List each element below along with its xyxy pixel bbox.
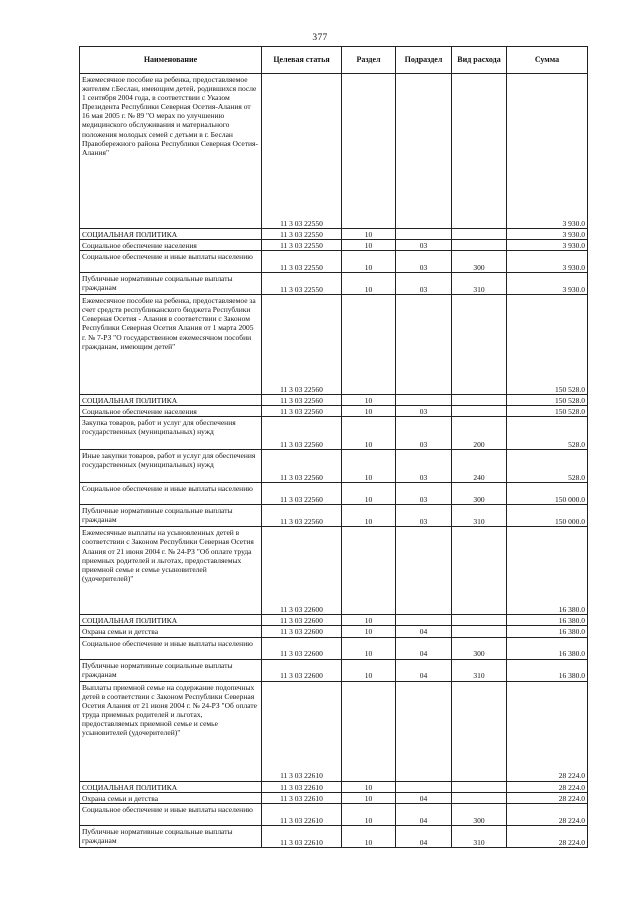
header-name: Наименование: [80, 47, 262, 74]
cell-subsection: [396, 74, 452, 229]
cell-name: Иные закупки товаров, работ и услуг для обеспечения государственных (муниципальных) нужд: [80, 450, 262, 483]
table-row: [80, 825, 588, 847]
table-row: [80, 626, 588, 637]
cell-target: 11 3 03 22610: [262, 803, 342, 825]
cell-target: 11 3 03 22550: [262, 229, 342, 240]
header-section: Раздел: [342, 47, 396, 74]
cell-name: Закупка товаров, работ и услуг для обеспечения государственных (муниципальных) нужд: [80, 417, 262, 450]
cell-amount: 16 380.0: [507, 527, 588, 615]
cell-subsection: 04: [396, 792, 452, 803]
cell-name: Публичные нормативные социальные выплаты гражданам: [80, 659, 262, 681]
cell-name: Охрана семьи и детства: [80, 792, 262, 803]
cell-name: Социальное обеспечение населения: [80, 406, 262, 417]
table-row: [80, 450, 588, 483]
table-row: [80, 483, 588, 505]
table-header-row: [80, 47, 588, 74]
cell-section: [342, 681, 396, 781]
cell-amount: 28 224.0: [507, 825, 588, 847]
table-row: [80, 505, 588, 527]
cell-target: 11 3 03 22560: [262, 295, 342, 395]
cell-expense-type: 310: [452, 505, 507, 527]
cell-subsection: 04: [396, 803, 452, 825]
cell-section: 10: [342, 803, 396, 825]
cell-expense-type: 300: [452, 251, 507, 273]
cell-section: 10: [342, 483, 396, 505]
table-row: [80, 527, 588, 615]
cell-subsection: 04: [396, 659, 452, 681]
cell-target: 11 3 03 22600: [262, 626, 342, 637]
cell-expense-type: 300: [452, 483, 507, 505]
cell-amount: 528.0: [507, 417, 588, 450]
cell-name: Социальное обеспечение и иные выплаты населению: [80, 803, 262, 825]
header-target: Целевая статья: [262, 47, 342, 74]
table-row: [80, 229, 588, 240]
cell-name: Социальное обеспечение и иные выплаты населению: [80, 483, 262, 505]
cell-target: 11 3 03 22610: [262, 681, 342, 781]
cell-name: СОЦИАЛЬНАЯ ПОЛИТИКА: [80, 615, 262, 626]
table-row: [80, 273, 588, 295]
cell-section: 10: [342, 781, 396, 792]
cell-target: 11 3 03 22560: [262, 450, 342, 483]
cell-amount: 16 380.0: [507, 659, 588, 681]
cell-subsection: [396, 295, 452, 395]
cell-expense-type: [452, 295, 507, 395]
cell-amount: 16 380.0: [507, 615, 588, 626]
cell-section: 10: [342, 505, 396, 527]
cell-target: 11 3 03 22610: [262, 781, 342, 792]
cell-subsection: [396, 527, 452, 615]
cell-section: 10: [342, 659, 396, 681]
cell-name: Социальное обеспечение населения: [80, 240, 262, 251]
header-expense-type: Вид расхода: [452, 47, 507, 74]
cell-target: 11 3 03 22610: [262, 825, 342, 847]
cell-target: 11 3 03 22560: [262, 395, 342, 406]
cell-amount: 28 224.0: [507, 792, 588, 803]
cell-expense-type: [452, 240, 507, 251]
cell-target: 11 3 03 22610: [262, 792, 342, 803]
cell-subsection: [396, 615, 452, 626]
cell-name: СОЦИАЛЬНАЯ ПОЛИТИКА: [80, 229, 262, 240]
table-row: [80, 659, 588, 681]
cell-amount: 150 000.0: [507, 483, 588, 505]
table-row: [80, 240, 588, 251]
cell-amount: 150 528.0: [507, 295, 588, 395]
cell-section: 10: [342, 273, 396, 295]
cell-expense-type: [452, 615, 507, 626]
cell-expense-type: 310: [452, 825, 507, 847]
cell-expense-type: [452, 395, 507, 406]
cell-subsection: 03: [396, 406, 452, 417]
cell-name: СОЦИАЛЬНАЯ ПОЛИТИКА: [80, 781, 262, 792]
cell-expense-type: 300: [452, 637, 507, 659]
cell-target: 11 3 03 22600: [262, 659, 342, 681]
cell-section: 10: [342, 229, 396, 240]
cell-subsection: 04: [396, 825, 452, 847]
cell-subsection: 03: [396, 251, 452, 273]
cell-amount: 528.0: [507, 450, 588, 483]
cell-target: 11 3 03 22560: [262, 483, 342, 505]
cell-target: 11 3 03 22560: [262, 505, 342, 527]
cell-subsection: 03: [396, 483, 452, 505]
cell-target: 11 3 03 22560: [262, 406, 342, 417]
cell-name: СОЦИАЛЬНАЯ ПОЛИТИКА: [80, 395, 262, 406]
table-body: [80, 74, 588, 848]
cell-name: Ежемесячное пособие на ребенка, предоставляемое за счет средств республиканского бюджета Республики Северная Осетия - Алания в соответствии с Законом Республики Северная Осетия Алания от 1 марта 2005 г. № 7-РЗ "О государственном ежемесячном пособии гражданам, имеющим детей": [80, 295, 262, 395]
cell-name: Социальное обеспечение и иные выплаты населению: [80, 637, 262, 659]
cell-amount: 16 380.0: [507, 626, 588, 637]
table-row: [80, 637, 588, 659]
table-row: [80, 792, 588, 803]
cell-amount: 3 930.0: [507, 273, 588, 295]
cell-amount: 16 380.0: [507, 637, 588, 659]
cell-target: 11 3 03 22550: [262, 74, 342, 229]
cell-amount: 3 930.0: [507, 229, 588, 240]
cell-expense-type: [452, 681, 507, 781]
cell-target: 11 3 03 22550: [262, 240, 342, 251]
cell-subsection: [396, 395, 452, 406]
cell-name: Охрана семьи и детства: [80, 626, 262, 637]
header-subsection: Подраздел: [396, 47, 452, 74]
cell-subsection: [396, 229, 452, 240]
cell-target: 11 3 03 22550: [262, 273, 342, 295]
cell-subsection: 04: [396, 637, 452, 659]
cell-section: 10: [342, 626, 396, 637]
cell-expense-type: [452, 406, 507, 417]
cell-name: Публичные нормативные социальные выплаты гражданам: [80, 505, 262, 527]
budget-table: [79, 46, 588, 848]
cell-target: 11 3 03 22600: [262, 637, 342, 659]
cell-amount: 150 000.0: [507, 505, 588, 527]
cell-amount: 28 224.0: [507, 803, 588, 825]
cell-target: 11 3 03 22560: [262, 417, 342, 450]
cell-section: [342, 74, 396, 229]
table-row: [80, 395, 588, 406]
table-row: [80, 615, 588, 626]
cell-expense-type: 310: [452, 273, 507, 295]
table-row: [80, 74, 588, 229]
cell-name: Ежемесячные выплаты на усыновленных детей в соответствии с Законом Республики Северная Осетия Алания от 21 июня 2004 г. № 24-РЗ "Об оплате труда приемных родителей и льготах, предоставляемых приемной семье и семье усыновителей (удочерителей)": [80, 527, 262, 615]
cell-expense-type: 200: [452, 417, 507, 450]
cell-section: 10: [342, 395, 396, 406]
table-row: [80, 295, 588, 395]
table-row: [80, 406, 588, 417]
cell-section: 10: [342, 637, 396, 659]
cell-section: 10: [342, 240, 396, 251]
table-row: [80, 803, 588, 825]
cell-target: 11 3 03 22600: [262, 527, 342, 615]
cell-subsection: 03: [396, 240, 452, 251]
cell-amount: 150 528.0: [507, 406, 588, 417]
cell-name: Социальное обеспечение и иные выплаты населению: [80, 251, 262, 273]
cell-section: 10: [342, 615, 396, 626]
cell-expense-type: [452, 229, 507, 240]
header-amount: Сумма: [507, 47, 588, 74]
cell-section: 10: [342, 406, 396, 417]
cell-amount: 3 930.0: [507, 240, 588, 251]
page-number: 377: [312, 33, 328, 43]
table-row: [80, 417, 588, 450]
cell-expense-type: 310: [452, 659, 507, 681]
cell-expense-type: 240: [452, 450, 507, 483]
cell-name: Публичные нормативные социальные выплаты гражданам: [80, 273, 262, 295]
cell-name: Публичные нормативные социальные выплаты гражданам: [80, 825, 262, 847]
cell-subsection: 03: [396, 450, 452, 483]
cell-target: 11 3 03 22550: [262, 251, 342, 273]
cell-amount: 150 528.0: [507, 395, 588, 406]
cell-amount: 3 930.0: [507, 74, 588, 229]
cell-subsection: [396, 681, 452, 781]
cell-section: 10: [342, 792, 396, 803]
cell-subsection: [396, 781, 452, 792]
cell-subsection: 03: [396, 505, 452, 527]
cell-expense-type: [452, 527, 507, 615]
cell-section: 10: [342, 825, 396, 847]
cell-subsection: 03: [396, 417, 452, 450]
cell-section: 10: [342, 417, 396, 450]
cell-expense-type: [452, 74, 507, 229]
table-row: [80, 781, 588, 792]
cell-section: 10: [342, 251, 396, 273]
table-row: [80, 681, 588, 781]
cell-expense-type: [452, 781, 507, 792]
cell-section: 10: [342, 450, 396, 483]
cell-target: 11 3 03 22600: [262, 615, 342, 626]
cell-section: [342, 527, 396, 615]
cell-amount: 3 930.0: [507, 251, 588, 273]
cell-subsection: 03: [396, 273, 452, 295]
cell-section: [342, 295, 396, 395]
cell-subsection: 04: [396, 626, 452, 637]
cell-expense-type: 300: [452, 803, 507, 825]
cell-amount: 28 224.0: [507, 781, 588, 792]
cell-amount: 28 224.0: [507, 681, 588, 781]
table-row: [80, 251, 588, 273]
cell-expense-type: [452, 792, 507, 803]
cell-expense-type: [452, 626, 507, 637]
cell-name: Ежемесячное пособие на ребенка, предоставляемое жителям г.Беслан, имеющим детей, родившихся после 1 сентября 2004 года, в соответствии с Указом Президента Республики Северная Осетия-Алания от 16 мая 2005 г. № 89 "О мерах по улучшению медицинского обслуживания и материального положения молодых семей с детьми в г. Беслан Правобережного района Республики Северная Осетия-Алания": [80, 74, 262, 229]
cell-name: Выплаты приемной семье на содержание подопечных детей в соответствии с Законом Республики Северная Осетия Алания от 21 июня 2004 г. № 24-РЗ "Об оплате труда приемных родителей и льготах, предоставляемых приемной семье и семье усыновителей (удочерителей)": [80, 681, 262, 781]
